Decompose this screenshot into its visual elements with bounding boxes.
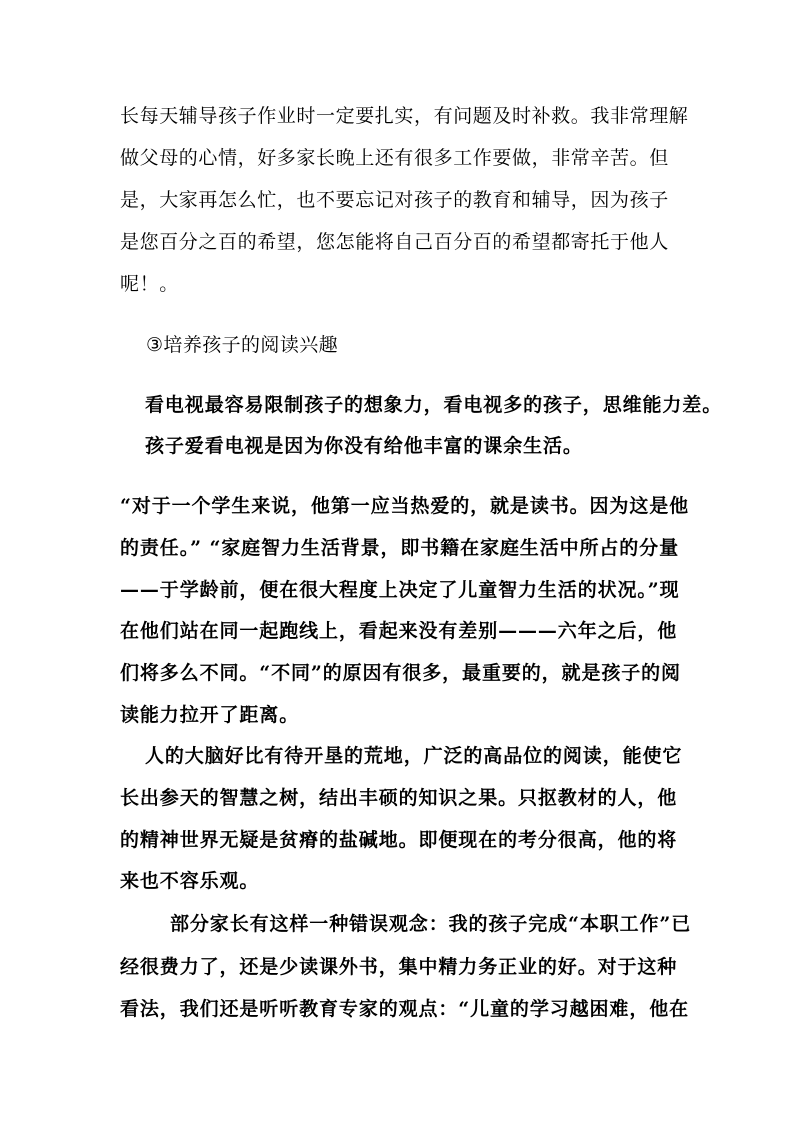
text-line: 呢！。 xyxy=(120,273,179,295)
text-line: 经很费力了，还是少读课外书，集中精力务正业的好。对于这种 xyxy=(120,956,678,978)
text-line: 的精神世界无疑是贫瘠的盐碱地。即便现在的考分很高，他的将 xyxy=(120,829,678,851)
text-line: 的责任。” “家庭智力生活背景，即书籍在家庭生活中所占的分量 xyxy=(120,537,679,559)
section-heading: ③培养孩子的阅读兴趣 xyxy=(146,334,339,356)
text-line: 看电视最容易限制孩子的想象力，看电视多的孩子，思维能力差。 xyxy=(145,394,723,416)
text-line: 部分家长有这样一种错误观念：我的孩子完成“本职工作”已 xyxy=(170,913,692,935)
text-line: “对于一个学生来说，他第一应当热爱的，就是读书。因为这是他 xyxy=(120,495,690,517)
text-line: 读能力拉开了距离。 xyxy=(120,704,300,726)
text-line: 在他们站在同一起跑线上，看起来没有差别———六年之后，他 xyxy=(120,620,678,642)
text-line: 看法，我们还是听听教育专家的观点：“儿童的学习越困难，他在 xyxy=(120,998,690,1020)
text-line: 孩子爱看电视是因为你没有给他丰富的课余生活。 xyxy=(145,435,583,457)
text-line: 长每天辅导孩子作业时一定要扎实，有问题及时补救。我非常理解 xyxy=(120,105,689,127)
text-line: 长出参天的智慧之树，结出丰硕的知识之果。只抠教材的人，他 xyxy=(120,787,678,809)
text-line: 来也不容乐观。 xyxy=(120,870,260,892)
text-line: 做父母的心情，好多家长晚上还有很多工作要做，非常辛苦。但 xyxy=(120,147,669,169)
text-line: 们将多么不同。“不同”的原因有很多，最重要的，就是孩子的阅 xyxy=(120,662,681,684)
text-line: 是您百分之百的希望，您怎能将自己百分百的希望都寄托于他人 xyxy=(120,231,669,253)
text-line: 是，大家再怎么忙，也不要忘记对孩子的教育和辅导，因为孩子 xyxy=(120,189,669,211)
text-line: 人的大脑好比有待开垦的荒地，广泛的高品位的阅读，能使它 xyxy=(145,745,683,767)
text-line: ——于学龄前，便在很大程度上决定了儿童智力生活的状况。”现 xyxy=(120,579,680,601)
